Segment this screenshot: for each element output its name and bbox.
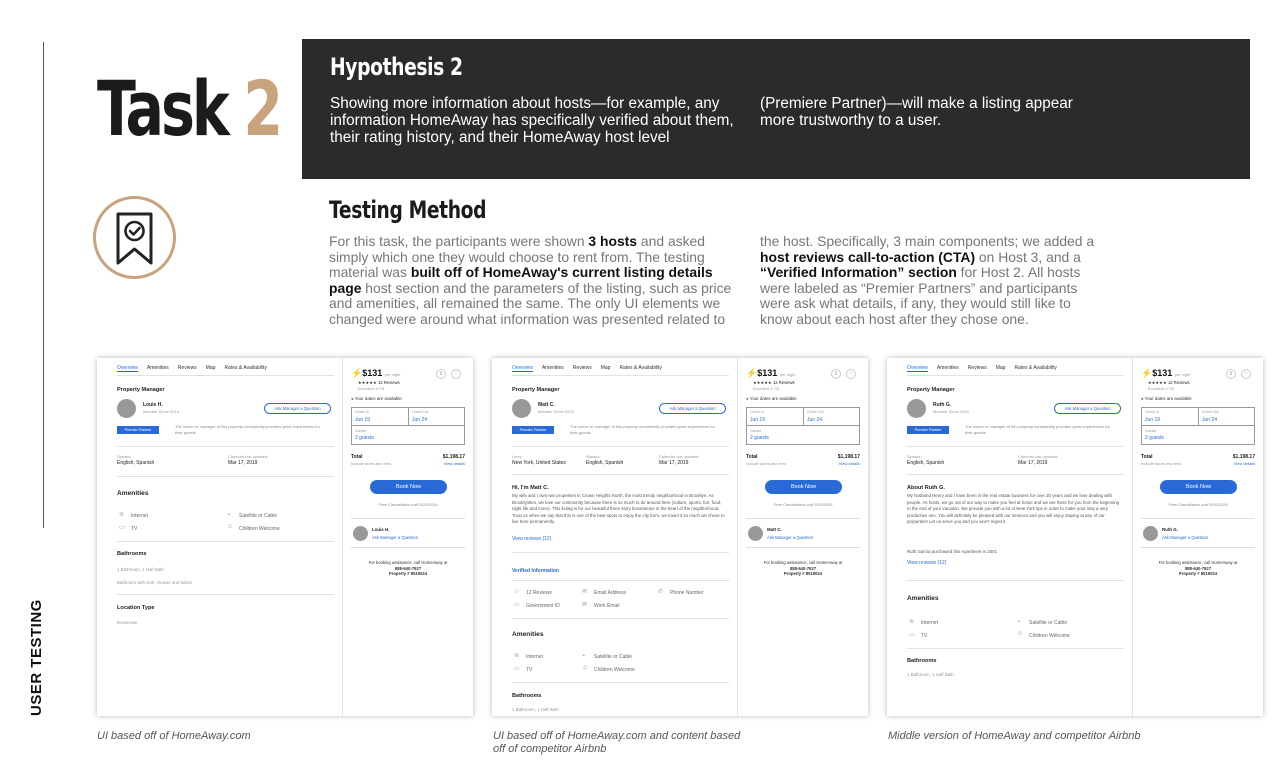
testing-method-text-2: [760, 234, 1100, 327]
date-picker[interactable]: [351, 407, 465, 445]
host-name: Ruth G.: [1162, 527, 1178, 532]
booking-panel: [343, 358, 473, 716]
premier-partner-description: The owner or manager of this property consistently provides great experiences for their guests.: [175, 424, 320, 435]
date-picker[interactable]: [746, 407, 860, 445]
guests-value[interactable]: 2 guests: [1145, 435, 1164, 441]
amenity-tv: TV: [526, 667, 533, 673]
total-label: Total: [351, 454, 363, 460]
hypothesis-text-2: (Premiere Partner)—will make a listing appear more trustworthy to a user.: [760, 95, 1073, 129]
guests-value[interactable]: 2 guests: [750, 435, 769, 441]
emphasis-text: built off of HomeAway's current listing details page: [329, 264, 713, 296]
hypothesis-text-1: Showing more information about hosts—for example, any information HomeAway has specifically verified about them, their rating history, and their HomeAway host level: [330, 95, 734, 146]
checkout-field[interactable]: [409, 408, 464, 426]
host-bio: My wife and I own two properties in Crown Heights North, the most trendy neighborhood in Brooklyn. As Brooklynites, we love our community because there is so much to do around here (culture, sports, fun, food, night life and more). This listing is for our beautiful three story brownstone in the heart of the neighborhood. Trust us when we say that this is one of the best spots to enjoy the city from, we loved it so much we chose to live here permanently.: [512, 493, 725, 524]
amenity-children: Children Welcome: [1029, 633, 1070, 639]
review-count: 12 Reviews: [772, 380, 795, 385]
premier-partner-description: The owner or manager of this property consistently provides great experiences for their guests.: [965, 424, 1110, 435]
share-icon[interactable]: ⇪: [436, 369, 446, 379]
price-value: $131: [362, 368, 383, 378]
tab-overview[interactable]: Overview: [512, 365, 533, 371]
rating-stars: ★★★★★ 12 Reviews: [753, 380, 795, 385]
per-night: per night: [1174, 372, 1191, 377]
price: ⚡$131 per night: [746, 368, 796, 378]
caption-2: UI based off of HomeAway.com and content based off of competitor Airbnb: [493, 730, 741, 755]
property-number: Property # 8519024: [388, 571, 428, 576]
amenity-internet: Internet: [131, 513, 148, 519]
divider: [512, 446, 729, 447]
host-name: Louis H.: [143, 402, 163, 408]
bath-detail: 1 Bathroom, 1 Half Bath: [512, 707, 559, 712]
speaks-label: Speaks:: [117, 454, 132, 459]
calendar-value: Mar 17, 2019: [228, 460, 258, 466]
checkin-field[interactable]: [1142, 408, 1199, 426]
section-heading: Property Manager: [907, 387, 955, 393]
host-purchase-note: Ruth Garcia purchased this Apartment in 2001: [907, 549, 998, 554]
hypothesis-box: [302, 39, 1250, 179]
bathrooms-heading: Bathrooms: [907, 658, 937, 664]
phone-number: 888-640-7927: [1184, 565, 1212, 571]
free-cancellation: Free Cancellation until 5/20/2019: [378, 502, 438, 507]
price: ⚡$131 per night: [1141, 368, 1191, 378]
guests-label: Guests: [750, 429, 762, 433]
children-icon: ☺: [227, 524, 234, 530]
member-since: Member Since 2015: [933, 409, 969, 414]
calendar-label: Calendar last updated:: [1018, 454, 1059, 459]
lives-label: Lives:: [512, 454, 523, 459]
tab-amenities[interactable]: Amenities: [146, 365, 169, 371]
tab-rates[interactable]: Rates & Availability: [619, 365, 662, 371]
property-number: Property # 8519024: [1178, 571, 1218, 576]
phone-icon: ✆: [658, 589, 664, 595]
listing-mockup-host-2: [492, 358, 868, 716]
ask-manager-link[interactable]: Ask Manager a Question: [372, 535, 419, 540]
divider: [907, 474, 1124, 475]
booking-panel: [738, 358, 868, 716]
amenity-satellite: Satellite or Cable: [594, 654, 633, 660]
tab-map[interactable]: Map: [205, 365, 216, 371]
wifi-icon: ≋: [514, 653, 520, 659]
tab-rates[interactable]: Rates & Availability: [224, 365, 267, 371]
host-greeting: Hi, I'm Matt C.: [512, 485, 549, 491]
tab-rates[interactable]: Rates & Availability: [1014, 365, 1057, 371]
amenity-internet: Internet: [526, 654, 543, 660]
wifi-icon: ≋: [909, 619, 915, 625]
tv-icon: ▭: [514, 666, 520, 672]
email-icon: ✉: [582, 589, 588, 595]
taxes-note: Include taxes and fees: [351, 461, 392, 466]
checkout-field[interactable]: [804, 408, 859, 426]
total-label: Total: [746, 454, 758, 460]
location-value: Downtown: [117, 620, 138, 625]
divider: [907, 375, 1124, 376]
view-details-link[interactable]: View details: [838, 461, 860, 466]
availability: [351, 396, 402, 401]
check-icon: ●: [351, 396, 354, 401]
divider: [512, 375, 729, 376]
verified-email: Email Address: [594, 590, 626, 596]
property-number: Property # 8519024: [783, 571, 823, 576]
bathrooms-heading: Bathrooms: [512, 693, 542, 699]
divider: [512, 682, 729, 683]
divider: [512, 474, 729, 475]
guests-label: Guests: [355, 429, 367, 433]
caption-1: UI based off of HomeAway.com: [97, 730, 251, 742]
satellite-icon: ⌁: [582, 653, 586, 659]
verified-information-heading: Verified Information: [512, 568, 559, 574]
guests-value[interactable]: 2 guests: [355, 435, 374, 441]
view-reviews-link[interactable]: View reviews (12): [907, 560, 947, 566]
divider: [907, 446, 1124, 447]
section-label: USER TESTING: [28, 599, 45, 716]
view-details-link[interactable]: View details: [443, 461, 465, 466]
ask-manager-link[interactable]: Ask Manager a Question: [767, 535, 814, 540]
taxes-note: Include taxes and fees: [1141, 461, 1182, 466]
listing-details-panel: [97, 358, 343, 716]
ask-manager-button[interactable]: Ask Manager a Question: [264, 403, 331, 414]
availability-text: Your dates are available: [749, 396, 797, 401]
work-email-icon: ✉: [582, 602, 588, 608]
booking-help-text: For booking assistance, call HomeAway at: [368, 560, 448, 565]
body-text: host section and the parameters of the listing, such as price and amenities, all remained the same. The only UI elements we changed were around what information was presented related to: [329, 279, 732, 327]
emphasis-text: host reviews call-to-action (CTA): [760, 248, 976, 265]
checkin-label: Check In: [750, 410, 764, 414]
booking-help-text: For booking assistance, call HomeAway at: [1158, 560, 1238, 565]
per-night: per night: [384, 372, 401, 377]
speaks-label: Speaks:: [907, 454, 922, 459]
book-now-button[interactable]: Book Now: [370, 480, 447, 494]
calendar-label: Calendar last updated:: [228, 454, 269, 459]
divider: [512, 618, 729, 619]
speaks-value: English, Spanish: [117, 460, 155, 466]
review-count: 12 Reviews: [377, 380, 400, 385]
checkout-label: Check Out: [412, 410, 429, 414]
verified-phone: Phone Number: [670, 590, 704, 596]
body-text: the host. Specifically, 3 main components; we added a: [760, 233, 1095, 249]
listing-nav: [512, 365, 662, 372]
divider: [117, 541, 334, 542]
total-amount: $1,198.17: [837, 454, 860, 460]
total-label: Total: [1141, 454, 1153, 460]
amenities-heading: Amenities: [512, 631, 544, 638]
divider: [117, 446, 334, 447]
speaks-value: English, Spanish: [586, 460, 624, 466]
divider: [512, 552, 729, 553]
task-title: Task 2: [97, 64, 280, 153]
verified-reviews: 12 Reviews: [526, 590, 552, 596]
caption-3: Middle version of HomeAway and competitor Airbnb: [888, 730, 1141, 742]
price-value: $131: [757, 368, 778, 378]
ask-manager-button[interactable]: Ask Manager a Question: [1054, 403, 1121, 414]
body-text: For this task, the participants were shown: [329, 233, 589, 249]
divider: [117, 594, 334, 595]
free-cancellation: Free Cancellation until 5/20/2019: [1168, 502, 1228, 507]
per-night: per night: [779, 372, 796, 377]
testing-method-text-1: [329, 234, 744, 327]
tab-overview[interactable]: Overview: [117, 365, 138, 371]
divider: [117, 476, 334, 477]
premier-partner-badge: Premier Partner: [512, 426, 554, 434]
booking-help-text: For booking assistance, call HomeAway at: [763, 560, 843, 565]
tab-reviews[interactable]: Reviews: [967, 365, 987, 371]
view-reviews-link[interactable]: View reviews (12): [512, 536, 552, 542]
amenity-internet: Internet: [921, 620, 938, 626]
section-heading: Property Manager: [117, 387, 165, 393]
checkin-value: Jun 19: [750, 417, 766, 423]
tv-icon: ▭: [119, 525, 125, 531]
tab-amenities[interactable]: Amenities: [541, 365, 564, 371]
checkout-field[interactable]: [1199, 408, 1254, 426]
section-heading: Property Manager: [512, 387, 560, 393]
host-name: Louis H.: [372, 527, 390, 532]
body-text: for Host 2. All hosts were labeled as “Premier Partners” and participants were ask what details, if any, they would still like to know about each host after they chose one.: [760, 264, 1081, 327]
heart-icon[interactable]: ♡: [451, 369, 461, 379]
tab-reviews[interactable]: Reviews: [177, 365, 197, 371]
view-details-link[interactable]: View details: [1233, 461, 1255, 466]
premier-partner-badge: Premier Partner: [907, 426, 949, 434]
bath-extra: Bathroom with sink, shower and toilets: [117, 580, 192, 585]
checkin-label: Check In: [355, 410, 369, 414]
tab-overview[interactable]: Overview: [907, 365, 928, 371]
checkin-field[interactable]: [352, 408, 409, 426]
amenity-children: Children Welcome: [594, 667, 635, 673]
wifi-icon: ≋: [119, 512, 125, 518]
phone-number: 888-640-7927: [394, 565, 422, 571]
calendar-value: Mar 17, 2019: [659, 460, 689, 466]
avatar: [117, 399, 136, 418]
avatar: [353, 526, 368, 541]
listing-mockup-host-1: [97, 358, 473, 716]
bath-detail: 1 Bathroom, 1 Half Bath: [907, 672, 954, 677]
review-count: 12 Reviews: [1167, 380, 1190, 385]
tv-icon: ▭: [909, 632, 915, 638]
booking-panel: [1133, 358, 1263, 716]
availability: [746, 396, 797, 401]
avatar: [907, 399, 926, 418]
satellite-icon: ⌁: [227, 512, 231, 518]
verified-work-email: Work Email: [594, 603, 620, 609]
host-name: Matt C.: [538, 402, 555, 408]
host-name: Ruth G.: [933, 402, 952, 408]
booking-help: [343, 560, 473, 577]
tab-reviews[interactable]: Reviews: [572, 365, 592, 371]
checkin-value: Jun 19: [355, 417, 371, 423]
tab-map[interactable]: Map: [600, 365, 611, 371]
star-icon: ☆: [514, 589, 520, 595]
ask-manager-link[interactable]: Ask Manager a Question: [1162, 535, 1209, 540]
lives-value: New York, United States: [512, 460, 566, 466]
rating-text: Excellent 4.7/5: [1148, 386, 1175, 391]
total-amount: $1,198.17: [442, 454, 465, 460]
premier-partner-description: The owner or manager of this property consistently provides great experiences for their guests.: [570, 424, 715, 435]
body-text: on Host 3, and a: [975, 248, 1081, 265]
rating-text: Excellent 4.7/5: [753, 386, 780, 391]
member-since: Member Since 2015: [143, 409, 179, 414]
amenities-heading: Amenities: [907, 595, 939, 602]
listing-details-panel: [887, 358, 1133, 716]
date-picker[interactable]: [1141, 407, 1255, 445]
amenity-satellite: Satellite or Cable: [1029, 620, 1068, 626]
host-bio: My husband Henry and I have been in the real estate business for over 20 years and we love dealing with people. As hosts, we go out of our way to make you feel at home and we are there for you from the beginning to the end of your vacation. We provide you with a lot of New York tips in order to make your stay a very productive one. You will definitely be pleased with our services and you will enjoy staying at any of our properties! Let us serve you and you won't regret it.: [907, 493, 1120, 524]
tab-amenities[interactable]: Amenities: [936, 365, 959, 371]
checkout-label: Check Out: [807, 410, 824, 414]
avatar: [1143, 526, 1158, 541]
price-value: $131: [1152, 368, 1173, 378]
satellite-icon: ⌁: [1017, 619, 1021, 625]
listing-details-panel: [492, 358, 738, 716]
amenities-heading: Amenities: [117, 490, 149, 497]
listing-nav: [117, 365, 267, 372]
checkin-value: Jun 19: [1145, 417, 1161, 423]
verified-government-id: Government ID: [526, 603, 560, 609]
total-amount: $1,198.17: [1232, 454, 1255, 460]
calendar-value: Mar 17, 2019: [1018, 460, 1048, 466]
share-icon[interactable]: ⇪: [1226, 369, 1236, 379]
hypothesis-title: Hypothesis 2: [330, 53, 463, 81]
booking-help: [1133, 560, 1263, 577]
speaks-value: English, Spanish: [907, 460, 945, 466]
guests-label: Guests: [1145, 429, 1157, 433]
checkin-label: Check In: [1145, 410, 1159, 414]
ask-manager-button[interactable]: Ask Manager a Question: [659, 403, 726, 414]
avatar: [512, 399, 531, 418]
host-name: Matt C.: [767, 527, 782, 532]
host-card: [746, 518, 860, 548]
free-cancellation: Free Cancellation until 5/20/2019: [773, 502, 833, 507]
listing-nav: [907, 365, 1057, 372]
divider-line: [43, 42, 44, 528]
heart-icon[interactable]: ♡: [846, 369, 856, 379]
divider: [907, 580, 1124, 581]
checkout-value: Jun 24: [1202, 417, 1218, 423]
ribbon-glyph: [96, 199, 173, 276]
tab-map[interactable]: Map: [995, 365, 1006, 371]
taxes-note: Include taxes and fees: [746, 461, 787, 466]
about-host-heading: About Ruth G.: [907, 485, 945, 491]
divider: [907, 648, 1124, 649]
availability: [1141, 396, 1192, 401]
avatar: [748, 526, 763, 541]
rating-stars: ★★★★★ 12 Reviews: [358, 380, 400, 385]
children-icon: ☺: [582, 665, 589, 671]
location-heading: Location Type: [117, 605, 155, 611]
amenity-children: Children Welcome: [239, 526, 280, 532]
book-now-button[interactable]: Book Now: [1160, 480, 1237, 494]
amenity-tv: TV: [921, 633, 928, 639]
booking-help: [738, 560, 868, 577]
amenity-tv: TV: [131, 526, 138, 532]
checkout-value: Jun 24: [412, 417, 428, 423]
children-icon: ☺: [1017, 631, 1024, 637]
availability-text: Your dates are available: [354, 396, 402, 401]
speaks-label: Speaks:: [586, 454, 601, 459]
host-card: [351, 518, 465, 548]
host-card: [1141, 518, 1255, 548]
premier-partner-badge: Premier Partner: [117, 426, 159, 434]
divider: [117, 375, 334, 376]
member-since: Member Since 2015: [538, 409, 574, 414]
emphasis-text: 3 hosts: [588, 233, 638, 249]
rating-stars: ★★★★★ 12 Reviews: [1148, 380, 1190, 385]
body-text: and asked simply which one they would choose to rent from. The testing material was: [329, 233, 706, 280]
availability-text: Your dates are available: [1144, 396, 1192, 401]
certificate-ribbon-icon: [93, 196, 176, 279]
checkout-value: Jun 24: [807, 417, 823, 423]
book-now-button[interactable]: Book Now: [765, 480, 842, 494]
phone-number: 888-640-7927: [789, 565, 817, 571]
heart-icon[interactable]: ♡: [1241, 369, 1251, 379]
emphasis-text: “Verified Information” section: [760, 264, 957, 280]
rating-text: Excellent 4.7/5: [358, 386, 385, 391]
checkout-label: Check Out: [1202, 410, 1219, 414]
divider: [512, 580, 729, 581]
price: ⚡$131 per night: [351, 368, 401, 378]
id-card-icon: ▭: [514, 602, 520, 608]
check-icon: ●: [746, 396, 749, 401]
check-icon: ●: [1141, 396, 1144, 401]
share-icon[interactable]: ⇪: [831, 369, 841, 379]
testing-method-title: Testing Method: [329, 196, 487, 224]
bath-detail: 1 Bathroom, 1 Half Bath: [117, 567, 164, 572]
bathrooms-heading: Bathrooms: [117, 551, 147, 557]
listing-mockup-host-3: [887, 358, 1263, 716]
calendar-label: Calendar last updated:: [659, 454, 700, 459]
checkin-field[interactable]: [747, 408, 804, 426]
amenity-satellite: Satellite or Cable: [239, 513, 278, 519]
